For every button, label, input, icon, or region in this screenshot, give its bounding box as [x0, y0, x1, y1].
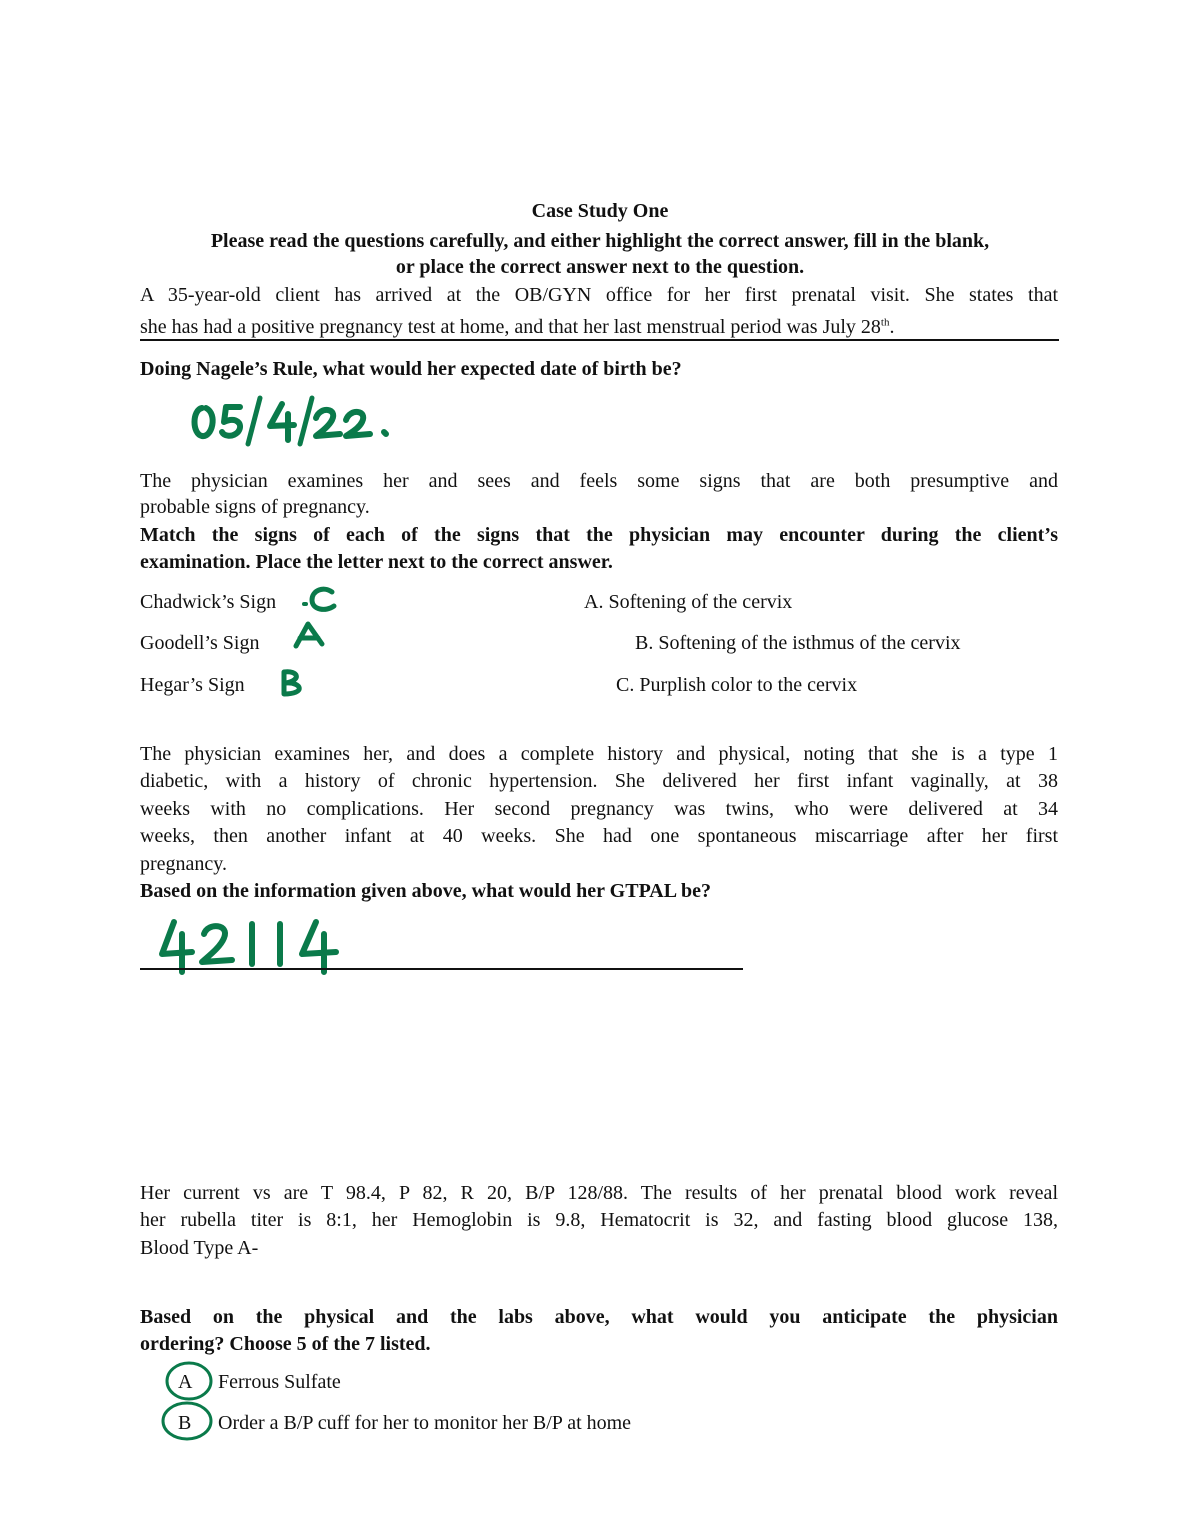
history-line-5: pregnancy.	[140, 853, 227, 875]
history-line-2: diabetic, with a history of chronic hypertension. She delivered her first infant vaginally, at 38	[140, 770, 1058, 792]
instructions-line-2: or place the correct answer next to the question.	[395, 256, 805, 278]
sign-label-hegar: Hegar’s Sign	[140, 674, 245, 696]
section-divider	[140, 339, 1059, 341]
history-line-4: weeks, then another infant at 40 weeks. She had one spontaneous miscarriage after her first	[140, 825, 1058, 847]
vitals-line-2: her rubella titer is 8:1, her Hemoglobin is 9.8, Hematocrit is 32, and fasting blood glucose 138,	[140, 1209, 1058, 1231]
option-a-letter: A	[178, 1371, 193, 1393]
circle-mark-option-b	[158, 1398, 216, 1444]
definition-c: C. Purplish color to the cervix	[616, 674, 858, 696]
vitals-line-3: Blood Type A-	[140, 1237, 259, 1259]
vitals-line-1: Her current vs are T 98.4, P 82, R 20, B/P 128/88. The results of her prenatal blood work reveal	[140, 1182, 1058, 1204]
gtpal-answer-line	[140, 968, 743, 970]
history-line-1: The physician examines her, and does a complete history and physical, noting that she is a type 1	[140, 743, 1058, 765]
option-a-text: Ferrous Sulfate	[218, 1371, 341, 1393]
question-due-date: Doing Nagele’s Rule, what would her expected date of birth be?	[140, 358, 682, 380]
question-match-signs-line-1: Match the signs of each of the signs that the physician may encounter during the client’s	[140, 524, 1058, 546]
ordinal-suffix: th	[880, 316, 890, 329]
question-physician-orders-line-2: ordering? Choose 5 of the 7 listed.	[140, 1333, 431, 1355]
definition-b: B. Softening of the isthmus of the cervix	[635, 632, 961, 654]
question-match-signs-line-2: examination. Place the letter next to the correct answer.	[140, 551, 613, 573]
question-gtpal: Based on the information given above, what would her GTPAL be?	[140, 880, 711, 902]
instructions-line-1: Please read the questions carefully, and either highlight the correct answer, fill in the blank,	[210, 230, 990, 252]
handwritten-gtpal	[156, 918, 346, 974]
option-b-text: Order a B/P cuff for her to monitor her B/P at home	[218, 1412, 632, 1434]
handwritten-answer-b	[276, 668, 312, 698]
intro-line-2: she has had a positive pregnancy test at home, and that her last menstrual period was July 28th.	[140, 316, 895, 338]
option-b-letter: B	[178, 1412, 192, 1434]
history-line-3: weeks with no complications. Her second pregnancy was twins, who were delivered at 34	[140, 798, 1058, 820]
question-physician-orders-line-1: Based on the physical and the labs above, what would you anticipate the physician	[140, 1306, 1058, 1328]
signs-intro-line-2: probable signs of pregnancy.	[140, 496, 370, 518]
sign-label-chadwick: Chadwick’s Sign	[140, 591, 277, 613]
handwritten-due-date	[188, 392, 398, 452]
sign-label-goodell: Goodell’s Sign	[140, 632, 260, 654]
page-title: Case Study One	[531, 200, 669, 222]
handwritten-answer-c	[300, 584, 344, 616]
signs-intro-line-1: The physician examines her and sees and feels some signs that are both presumptive and	[140, 470, 1058, 492]
handwritten-answer-a	[292, 620, 328, 650]
definition-a: A. Softening of the cervix	[584, 591, 793, 613]
intro-line-1: A 35-year-old client has arrived at the OB/GYN office for her first prenatal visit. She states that	[140, 284, 1058, 306]
